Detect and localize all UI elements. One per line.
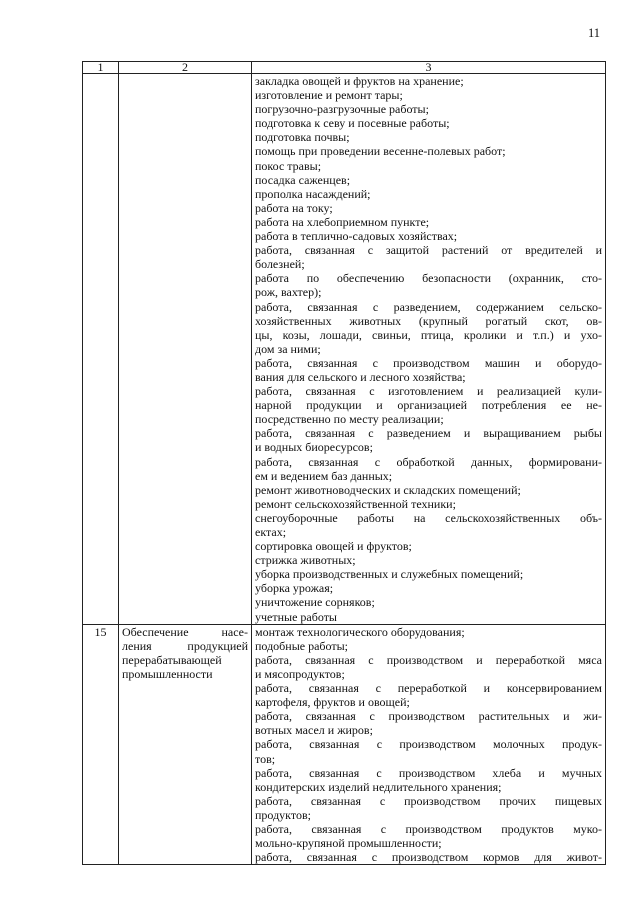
work-type-line: работа, связанная с производством прочих пищевых xyxy=(255,793,602,808)
work-type-line: работа, связанная с производством продуктов муко- xyxy=(255,821,602,836)
work-type-line: посадка саженцев; xyxy=(255,172,351,187)
work-type-line: работа, связанная с производством кормов для живот- xyxy=(255,850,602,865)
work-type-line: работа в теплично-садовых хозяйствах; xyxy=(255,229,458,244)
work-type-line: хозяйственных животных (крупный рогатый скот, ов- xyxy=(255,313,602,328)
work-type-line: стрижка животных; xyxy=(255,553,356,568)
work-type-line: посредственно по месту реализации; xyxy=(255,412,444,427)
table-row xyxy=(83,74,606,625)
work-type-line: вотных масел и жиров; xyxy=(255,723,373,738)
table-header-row xyxy=(83,62,606,74)
activity-area xyxy=(119,74,252,625)
column-header-1: 1 xyxy=(83,62,119,74)
column-header-2: 2 xyxy=(119,62,252,74)
work-type-line: погрузочно-разгрузочные работы; xyxy=(255,102,429,117)
work-type-line: болезней; xyxy=(255,257,305,272)
work-type-line: дом за ними; xyxy=(255,341,321,356)
row-number: 15 xyxy=(83,624,119,865)
work-type-line: ремонт животноводческих и складских помещений; xyxy=(255,482,521,497)
work-type-line: работа, связанная с переработкой и консервированием xyxy=(255,681,602,696)
work-type-line: продуктов; xyxy=(255,807,311,822)
work-type-line: учетные работы xyxy=(255,609,337,624)
work-type-line: нарной продукции и организацией потребления ее не- xyxy=(255,398,602,413)
work-type-line: монтаж технологического оборудования; xyxy=(255,624,465,639)
work-type-line: покос травы; xyxy=(255,158,322,173)
work-type-line: кондитерских изделий недлительного хранения; xyxy=(255,779,502,794)
work-type-line: работа, связанная с разведением, содержанием сельско- xyxy=(255,299,602,314)
row-number xyxy=(83,74,119,625)
work-type-line: подготовка почвы; xyxy=(255,130,350,145)
activity-area xyxy=(119,624,252,865)
work-type-line: сортировка овощей и фруктов; xyxy=(255,539,412,554)
column-header-3: 3 xyxy=(252,62,606,74)
table-row xyxy=(83,624,606,865)
work-type-line: подготовка к севу и посевные работы; xyxy=(255,116,450,131)
work-type-line: вания для сельского и лесного хозяйства; xyxy=(255,369,466,384)
work-type-line: помощь при проведении весенне-полевых работ; xyxy=(255,144,506,159)
work-type-line: прополка насаждений; xyxy=(255,186,371,201)
work-type-line: работа, связанная с разведением и выращиванием рыбы xyxy=(255,426,602,441)
work-type-line: работа, связанная с производством растительных и жи- xyxy=(255,709,602,724)
work-type-line: работа, связанная с производством машин и оборудо- xyxy=(255,355,602,370)
document-table xyxy=(82,61,606,865)
activity-area-line: ления продукцией xyxy=(122,638,248,653)
activity-area-line: промышленности xyxy=(122,666,213,681)
work-types-list xyxy=(252,74,606,625)
work-type-line: уборка урожая; xyxy=(255,581,334,596)
work-type-line: работа, связанная с изготовлением и реализацией кули- xyxy=(255,384,602,399)
work-type-line: работа на току; xyxy=(255,200,333,215)
activity-area-line: перерабатывающей xyxy=(122,652,222,667)
work-type-line: картофеля, фруктов и овощей; xyxy=(255,695,410,710)
activity-area-line: Обеспечение насе- xyxy=(122,624,248,639)
work-type-line: рож, вахтер); xyxy=(255,285,322,300)
work-type-line: цы, козы, лошади, свиньи, птица, кролики и т.п.) и ухо- xyxy=(255,327,602,342)
work-types-list xyxy=(252,624,606,865)
work-type-line: работа на хлебоприемном пункте; xyxy=(255,214,430,229)
work-type-line: работа, связанная с обработкой данных, формировани- xyxy=(255,454,602,469)
work-type-line: мольно-крупяной промышленности; xyxy=(255,836,442,851)
work-type-line: и водных биоресурсов; xyxy=(255,440,373,455)
work-type-line: уборка производственных и служебных помещений; xyxy=(255,567,524,582)
work-type-line: уничтожение сорняков; xyxy=(255,595,375,610)
work-type-line: подобные работы; xyxy=(255,638,349,653)
work-type-line: изготовление и ремонт тары; xyxy=(255,88,403,103)
work-type-line: ектах; xyxy=(255,525,287,539)
work-type-line: ремонт сельскохозяйственной техники; xyxy=(255,496,456,511)
page-number: 11 xyxy=(588,26,601,40)
work-type-line: и мясопродуктов; xyxy=(255,666,345,681)
work-type-line: работа по обеспечению безопасности (охранник, сто- xyxy=(255,271,602,286)
work-type-line: тов; xyxy=(255,751,276,766)
work-type-line: закладка овощей и фруктов на хранение; xyxy=(255,74,464,88)
work-type-line: ем и ведением баз данных; xyxy=(255,468,393,483)
work-type-line: работа, связанная с защитой растений от вредителей и xyxy=(255,243,602,258)
work-type-line: снегоуборочные работы на сельскохозяйственных объ- xyxy=(255,510,602,525)
work-type-line: работа, связанная с производством и переработкой мяса xyxy=(255,652,602,667)
work-type-line: работа, связанная с производством хлеба и мучных xyxy=(255,765,602,780)
work-type-line: работа, связанная с производством молочных продук- xyxy=(255,737,602,752)
